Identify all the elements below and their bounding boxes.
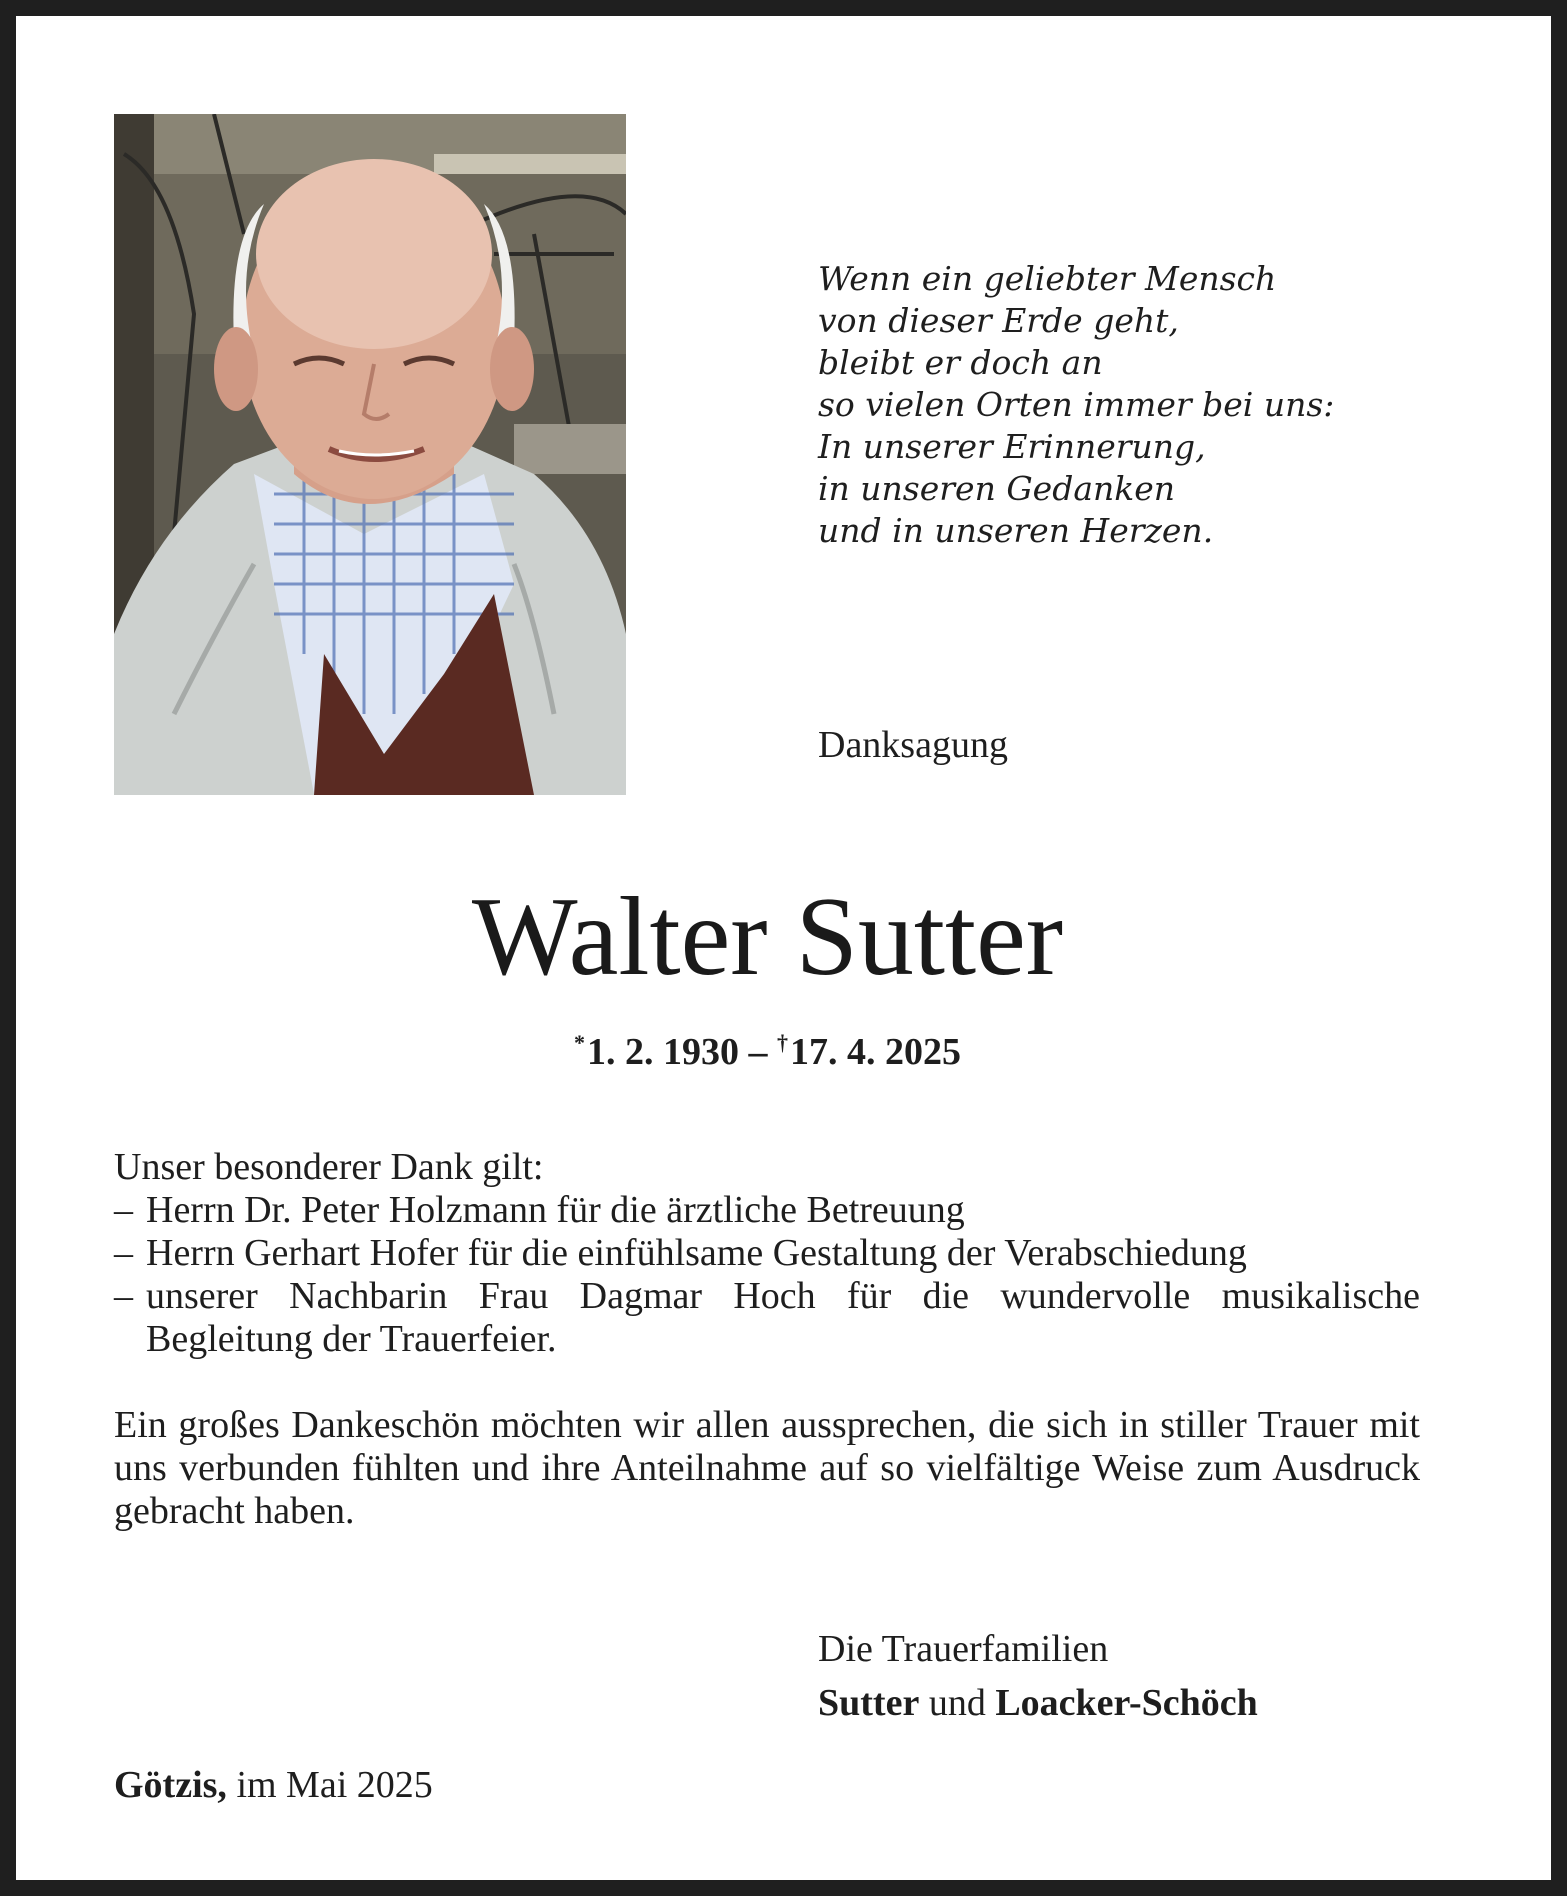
list-dash: – [114, 1275, 133, 1317]
thanks-intro: Unser besonderer Dank gilt: [114, 1146, 544, 1188]
place-date [114, 1762, 433, 1808]
list-item-text: Herrn Dr. Peter Holzmann für die ärztliche Betreuung [146, 1189, 965, 1231]
list-item [114, 1189, 1420, 1232]
list-dash: – [114, 1189, 133, 1231]
heading-danksagung: Danksagung [818, 724, 1008, 766]
life-dates [0, 1020, 1551, 1075]
date-separator: – [748, 1031, 768, 1073]
birth-date: 1. 2. 1930 [587, 1031, 739, 1073]
signature-families [818, 1676, 1258, 1730]
portrait-photo [114, 114, 626, 795]
signature-line: Die Trauerfamilien [818, 1628, 1109, 1670]
list-item [114, 1275, 1420, 1361]
death-date: 17. 4. 2025 [790, 1031, 961, 1073]
poem-line: von dieser Erde geht, [818, 301, 1179, 340]
family-name: Sutter [818, 1682, 920, 1724]
poem-line: Wenn ein geliebter Mensch [818, 259, 1277, 298]
list-item-text: Herrn Gerhart Hofer für die einfühlsame Gestaltung der Verabschiedung [146, 1232, 1247, 1274]
poem-line: in unseren Gedanken [818, 469, 1176, 508]
list-item-text: unserer Nachbarin Frau Dagmar Hoch für die wundervolle musikalische Begleitung der Trauerfeier. [146, 1275, 1420, 1360]
poem-line: so vielen Orten immer bei uns: [818, 385, 1335, 424]
poem-line: bleibt er doch an [818, 343, 1103, 382]
list-dash: – [114, 1232, 133, 1274]
place-city: Götzis, [114, 1764, 227, 1806]
thanks-closing: Ein großes Dankeschön möchten wir allen aussprechen, die sich in stiller Trauer mit uns verbunden fühlten und ihre Anteilnahme auf so vielfältige Weise zum Ausdruck gebracht haben. [114, 1404, 1420, 1532]
birth-symbol: * [574, 1030, 585, 1055]
deceased-name: Walter Sutter [471, 875, 1064, 999]
thanks-section [114, 1146, 1420, 1533]
family-name: Loacker-Schöch [995, 1682, 1258, 1724]
family-connector: und [928, 1682, 986, 1724]
place-date-text: im Mai 2025 [236, 1764, 433, 1806]
poem-line: In unserer Erinnerung, [818, 427, 1206, 466]
poem-line: und in unseren Herzen. [818, 511, 1214, 550]
thanks-list [114, 1189, 1420, 1361]
signature [818, 1622, 1258, 1730]
death-symbol: † [777, 1030, 788, 1055]
poem [818, 258, 1334, 552]
list-item [114, 1232, 1420, 1275]
